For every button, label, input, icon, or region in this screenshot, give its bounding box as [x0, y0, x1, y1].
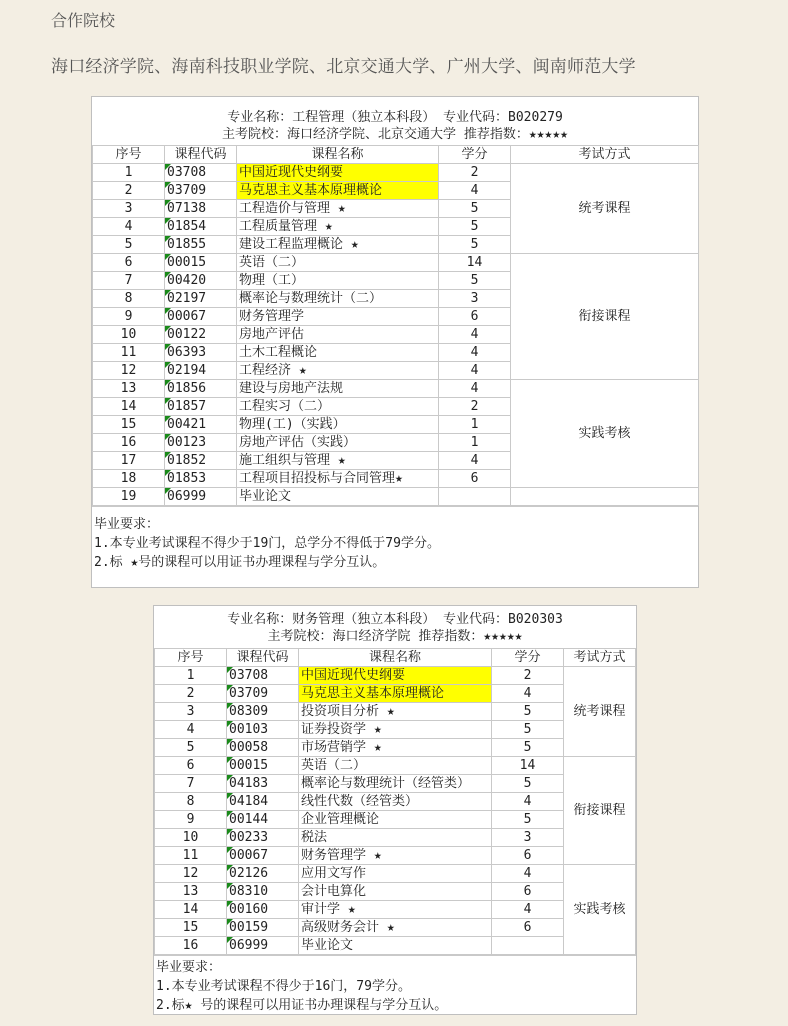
row-number: 4: [93, 218, 165, 236]
row-number: 7: [155, 775, 227, 793]
table-row: [155, 685, 636, 703]
row-number: 9: [155, 811, 227, 829]
notes-line: 1.本专业考试课程不得少于19门，总学分不得低于79学分。: [94, 536, 440, 551]
table-row: [93, 380, 699, 398]
course-code: 00420: [165, 272, 237, 290]
course-credit: 4: [439, 344, 511, 362]
course-code: 00015: [227, 757, 299, 775]
row-number: 10: [93, 326, 165, 344]
course-name: 线性代数（经管类）: [299, 793, 492, 811]
course-credit: 6: [492, 919, 564, 937]
course-name: 土木工程概论: [237, 344, 439, 362]
graduation-notes: [154, 955, 636, 1015]
row-number: 5: [155, 739, 227, 757]
row-number: 13: [93, 380, 165, 398]
course-name: 高级财务会计 ★: [299, 919, 492, 937]
row-number: 17: [93, 452, 165, 470]
row-number: 6: [155, 757, 227, 775]
course-code: 02197: [165, 290, 237, 308]
course-name: 概率论与数理统计（经管类）: [299, 775, 492, 793]
course-code: 00159: [227, 919, 299, 937]
course-credit: 4: [439, 182, 511, 200]
course-credit: 6: [439, 470, 511, 488]
course-code: 01856: [165, 380, 237, 398]
course-name: 工程经济 ★: [237, 362, 439, 380]
course-credit: 6: [439, 308, 511, 326]
course-code: 01853: [165, 470, 237, 488]
row-number: 7: [93, 272, 165, 290]
col-header-credit: 学分: [439, 146, 511, 164]
row-number: 8: [155, 793, 227, 811]
table-row: [155, 937, 636, 955]
course-name: 房地产评估（实践）: [237, 434, 439, 452]
course-code: 01852: [165, 452, 237, 470]
row-number: 11: [93, 344, 165, 362]
table-row: [155, 811, 636, 829]
row-number: 15: [155, 919, 227, 937]
row-number: 15: [93, 416, 165, 434]
table-header-row: [93, 146, 699, 164]
course-name: 工程造价与管理 ★: [237, 200, 439, 218]
course-name: 施工组织与管理 ★: [237, 452, 439, 470]
course-table: [154, 648, 636, 955]
major-info-line: 专业名称：工程管理（独立本科段） 专业代码：B020279: [227, 110, 563, 125]
row-number: 5: [93, 236, 165, 254]
course-code: 08310: [227, 883, 299, 901]
exam-type: 衔接课程: [564, 757, 636, 865]
card-header: [92, 97, 698, 145]
course-credit: 14: [492, 757, 564, 775]
col-header-name: 课程名称: [299, 649, 492, 667]
table-row: [155, 865, 636, 883]
section-title: 合作院校: [51, 11, 116, 30]
table-row: [93, 254, 699, 272]
row-number: 6: [93, 254, 165, 272]
course-name: 市场营销学 ★: [299, 739, 492, 757]
course-name: 工程实习（二）: [237, 398, 439, 416]
course-code: 06999: [165, 488, 237, 506]
row-number: 11: [155, 847, 227, 865]
col-header-code: 课程代码: [227, 649, 299, 667]
table-row: [155, 847, 636, 865]
row-number: 9: [93, 308, 165, 326]
course-name: 建设与房地产法规: [237, 380, 439, 398]
course-name: 应用文写作: [299, 865, 492, 883]
course-name: 马克思主义基本原理概论: [237, 182, 439, 200]
course-credit: 2: [492, 667, 564, 685]
course-name: 马克思主义基本原理概论: [299, 685, 492, 703]
row-number: 2: [155, 685, 227, 703]
table-row: [155, 667, 636, 685]
row-number: 14: [155, 901, 227, 919]
table-row: [155, 829, 636, 847]
course-name: 英语（二）: [237, 254, 439, 272]
course-name: 物理（工）: [237, 272, 439, 290]
course-code: 00122: [165, 326, 237, 344]
course-credit: 3: [492, 829, 564, 847]
course-credit: 5: [492, 811, 564, 829]
course-code: 00233: [227, 829, 299, 847]
course-code: 02126: [227, 865, 299, 883]
course-code: 00067: [227, 847, 299, 865]
course-credit: 2: [439, 398, 511, 416]
course-name: 投资项目分析 ★: [299, 703, 492, 721]
row-number: 12: [93, 362, 165, 380]
course-name: 税法: [299, 829, 492, 847]
table-row: [155, 703, 636, 721]
course-code: 00144: [227, 811, 299, 829]
course-credit: 4: [492, 901, 564, 919]
course-table: [92, 145, 699, 506]
table-row: [155, 883, 636, 901]
course-credit: 5: [439, 200, 511, 218]
row-number: 16: [93, 434, 165, 452]
table-row: [155, 793, 636, 811]
school-rating-line: 主考院校：海口经济学院 推荐指数：★★★★★: [267, 629, 523, 644]
course-credit: 3: [439, 290, 511, 308]
col-header-code: 课程代码: [165, 146, 237, 164]
exam-type: 实践考核: [511, 380, 699, 488]
major-info-line: 专业名称：财务管理（独立本科段） 专业代码：B020303: [227, 612, 563, 627]
course-name: 财务管理学: [237, 308, 439, 326]
partner-schools: 海口经济学院、海南科技职业学院、北京交通大学、广州大学、闽南师范大学: [51, 57, 636, 77]
table-row: [155, 919, 636, 937]
course-name: 工程质量管理 ★: [237, 218, 439, 236]
course-name: 英语（二）: [299, 757, 492, 775]
course-name: 毕业论文: [237, 488, 439, 506]
course-credit: 4: [439, 326, 511, 344]
col-header-credit: 学分: [492, 649, 564, 667]
course-code: 08309: [227, 703, 299, 721]
exam-type: 衔接课程: [511, 254, 699, 380]
row-number: 4: [155, 721, 227, 739]
graduation-notes: [92, 506, 698, 572]
row-number: 8: [93, 290, 165, 308]
course-code: 00160: [227, 901, 299, 919]
course-code: 00058: [227, 739, 299, 757]
row-number: 12: [155, 865, 227, 883]
course-credit: 5: [492, 775, 564, 793]
course-code: 00421: [165, 416, 237, 434]
row-number: 18: [93, 470, 165, 488]
course-name: 会计电算化: [299, 883, 492, 901]
exam-type: 实践考核: [564, 865, 636, 955]
course-code: 06999: [227, 937, 299, 955]
course-name: 企业管理概论: [299, 811, 492, 829]
major-card-financial-management: [153, 605, 637, 1015]
table-row: [93, 164, 699, 182]
exam-type: 统考课程: [564, 667, 636, 757]
table-row: [155, 775, 636, 793]
course-code: 01855: [165, 236, 237, 254]
exam-type: [511, 488, 699, 506]
course-credit: 5: [492, 703, 564, 721]
school-rating-line: 主考院校：海口经济学院、北京交通大学 推荐指数：★★★★★: [222, 127, 568, 142]
row-number: 1: [155, 667, 227, 685]
course-name: 毕业论文: [299, 937, 492, 955]
col-header-exam: 考试方式: [511, 146, 699, 164]
course-name: 中国近现代史纲要: [299, 667, 492, 685]
course-credit: [439, 488, 511, 506]
course-code: 01857: [165, 398, 237, 416]
course-credit: 4: [439, 380, 511, 398]
row-number: 10: [155, 829, 227, 847]
course-credit: 14: [439, 254, 511, 272]
notes-line: 毕业要求：: [94, 517, 160, 532]
card-header: [154, 606, 636, 648]
row-number: 16: [155, 937, 227, 955]
course-code: 04184: [227, 793, 299, 811]
course-credit: 6: [492, 883, 564, 901]
course-code: 06393: [165, 344, 237, 362]
course-credit: 5: [492, 739, 564, 757]
course-code: 03708: [227, 667, 299, 685]
col-header-no: 序号: [155, 649, 227, 667]
col-header-exam: 考试方式: [564, 649, 636, 667]
course-credit: 6: [492, 847, 564, 865]
notes-line: 2.标 ★号的课程可以用证书办理课程与学分互认。: [94, 555, 386, 570]
course-credit: 5: [492, 721, 564, 739]
course-name: 房地产评估: [237, 326, 439, 344]
col-header-name: 课程名称: [237, 146, 439, 164]
course-code: 00123: [165, 434, 237, 452]
course-code: 03709: [165, 182, 237, 200]
course-name: 财务管理学 ★: [299, 847, 492, 865]
course-credit: 4: [492, 685, 564, 703]
course-code: 03709: [227, 685, 299, 703]
table-row: [155, 739, 636, 757]
course-credit: 1: [439, 434, 511, 452]
col-header-no: 序号: [93, 146, 165, 164]
table-row: [155, 901, 636, 919]
course-name: 概率论与数理统计（二）: [237, 290, 439, 308]
course-code: 00015: [165, 254, 237, 272]
course-code: 04183: [227, 775, 299, 793]
course-credit: 1: [439, 416, 511, 434]
course-name: 工程项目招投标与合同管理★: [237, 470, 439, 488]
course-credit: 4: [439, 362, 511, 380]
table-row: [155, 757, 636, 775]
row-number: 1: [93, 164, 165, 182]
course-credit: 4: [492, 793, 564, 811]
row-number: 13: [155, 883, 227, 901]
course-code: 00103: [227, 721, 299, 739]
course-credit: [492, 937, 564, 955]
course-name: 审计学 ★: [299, 901, 492, 919]
course-name: 中国近现代史纲要: [237, 164, 439, 182]
row-number: 19: [93, 488, 165, 506]
table-header-row: [155, 649, 636, 667]
row-number: 3: [155, 703, 227, 721]
course-code: 07138: [165, 200, 237, 218]
course-credit: 5: [439, 218, 511, 236]
course-credit: 4: [492, 865, 564, 883]
course-code: 02194: [165, 362, 237, 380]
table-row: [155, 721, 636, 739]
course-name: 物理(工)（实践）: [237, 416, 439, 434]
course-credit: 5: [439, 236, 511, 254]
course-credit: 4: [439, 452, 511, 470]
table-row: [93, 488, 699, 506]
notes-line: 毕业要求：: [156, 960, 222, 975]
exam-type: 统考课程: [511, 164, 699, 254]
row-number: 2: [93, 182, 165, 200]
course-name: 证券投资学 ★: [299, 721, 492, 739]
row-number: 14: [93, 398, 165, 416]
notes-line: 1.本专业考试课程不得少于16门，79学分。: [156, 979, 411, 994]
notes-line: 2.标★ 号的课程可以用证书办理课程与学分互认。: [156, 998, 448, 1013]
major-card-engineering-management: [91, 96, 699, 588]
course-code: 03708: [165, 164, 237, 182]
course-code: 00067: [165, 308, 237, 326]
course-code: 01854: [165, 218, 237, 236]
row-number: 3: [93, 200, 165, 218]
course-name: 建设工程监理概论 ★: [237, 236, 439, 254]
course-credit: 5: [439, 272, 511, 290]
course-credit: 2: [439, 164, 511, 182]
